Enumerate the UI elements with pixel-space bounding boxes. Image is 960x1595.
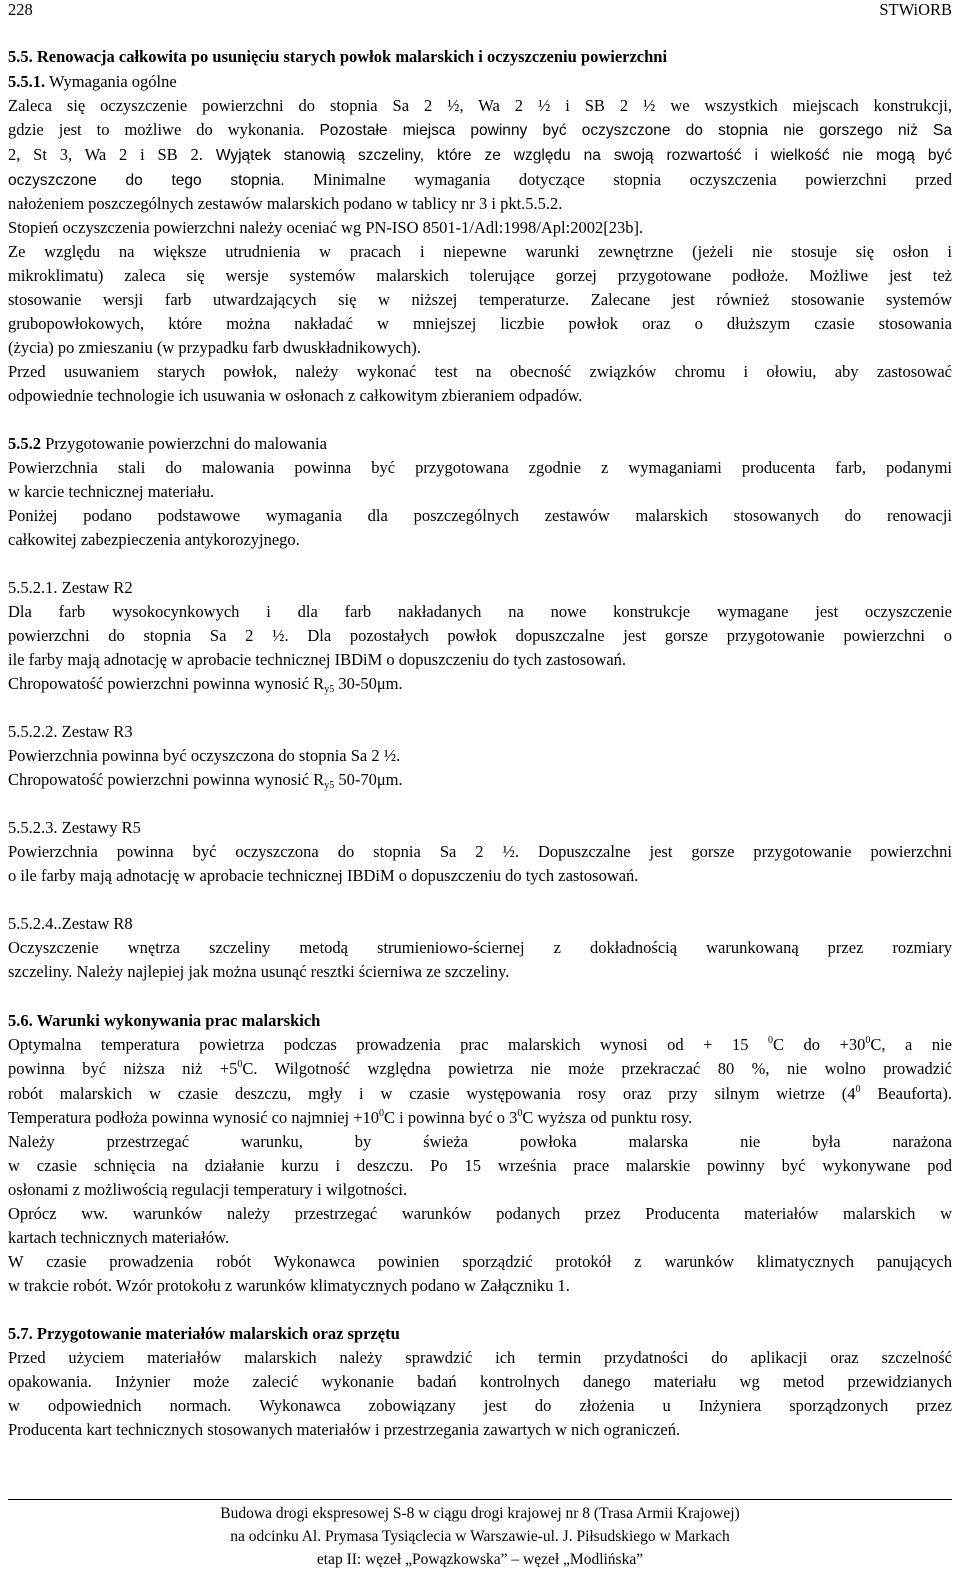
- paragraph-line: szczeliny. Należy najlepiej jak można usunąć resztki ściernіwa ze szczeliny.: [8, 962, 510, 981]
- text-span: C wyższa od punktu rosy.: [522, 1108, 693, 1127]
- text-span: C. Wilgotność względna powietrza nie może przekraczać 80 %, nie wolno prowadzić: [242, 1059, 952, 1078]
- paragraph-line: powierzchni do stopnia Sa 2 ½. Dla pozostałych powłok dopuszczalne jest gorsze przygotowanie powierzchni o: [8, 626, 952, 645]
- paragraph-line: w karcie technicznej materiału.: [8, 482, 215, 501]
- paragraph-line: w trakcie robót. Wzór protokołu z warunków klimatycznych podano w Załączniku 1.: [8, 1276, 570, 1295]
- paragraph-line: opakowania. Inżynier może zalecić wykonanie badań kontrolnych danego materiału wg metod przewidzianych: [8, 1372, 952, 1391]
- paragraph-line: [8, 1108, 952, 1128]
- subscript: y5: [324, 780, 335, 791]
- superscript: 0: [237, 1059, 243, 1070]
- page-header: [8, 0, 952, 20]
- paragraph-line: Powierzchnia stali do malowania powinna być przygotowana zgodnie z wymaganiami producenta farb, podanymi: [8, 458, 952, 477]
- footer-rule: [8, 1499, 952, 1500]
- roughness-line: [8, 674, 952, 694]
- text-span: C do +30: [773, 1035, 866, 1054]
- text-span: 2, St 3, Wa 2 i SB 2.: [8, 145, 203, 164]
- paragraph-line: Zaleca się oczyszczenie powierzchni do stopnia Sa 2 ½, Wa 2 ½ i SB 2 ½ we wszystkich miejscach konstrukcji,: [8, 96, 952, 115]
- text-span: Chropowatość powierzchni powinna wynosić R: [8, 674, 325, 693]
- paragraph-line: Dla farb wysokocynkowych i dla farb nakładanych na nowe konstrukcje wymagane jest oczyszczenie: [8, 602, 952, 621]
- set-r8-heading: 5.5.2.4..Zestaw R8: [8, 914, 133, 933]
- paragraph-line: W czasie prowadzenia robót Wykonawca powinien sporządzić protokół z warunków klimatycznych panujących: [8, 1252, 952, 1271]
- superscript: 0: [855, 1084, 861, 1095]
- paragraph-line: kartach technicznych materiałów.: [8, 1228, 230, 1247]
- subsection-title: Wymagania ogólne: [45, 72, 177, 91]
- text-span: Minimalne wymagania dotyczące stopnia oczyszczenia powierzchni przed: [284, 170, 952, 189]
- set-r5-heading: 5.5.2.3. Zestawy R5: [8, 818, 141, 837]
- roughness-line: [8, 770, 952, 790]
- paragraph-line: [8, 120, 952, 140]
- paragraph-line: Należy przestrzegać warunku, by świeża powłoka malarska nie była narażona: [8, 1132, 952, 1151]
- paragraph-line: Oczyszczenie wnętrza szczeliny metodą strumieniowo-ściernej z dokładnością warunkowaną przez rozmiary: [8, 938, 952, 957]
- paragraph-line: Powierzchnia powinna być oczyszczona do stopnia Sa 2 ½.: [8, 746, 401, 765]
- paragraph-line: o ile farby mają adnotację w aprobacie technicznej IBDiM o dopuszczeniu do tych zastosowań.: [8, 866, 639, 885]
- section-5-6-heading: 5.6. Warunki wykonywania prac malarskich: [8, 1011, 321, 1030]
- text-span: Beauforta).: [860, 1084, 953, 1103]
- superscript: 0: [768, 1035, 773, 1046]
- paragraph-line: stosowanie wersji farb utwardzających się w niższej temperaturze. Zalecane jest również stosowanie systemów: [8, 290, 952, 309]
- paragraph-line: Przed usuwaniem starych powłok, należy wykonać test na obecność związków chromu i ołowiu, aby zastosować: [8, 362, 952, 381]
- subsection-5-5-2-heading: [8, 434, 952, 454]
- paragraph-line: [8, 1084, 952, 1104]
- paragraph-line: Oprócz ww. warunków należy przestrzegać warunków podanych przez Producenta materiałów malarskich w: [8, 1204, 952, 1223]
- set-r2-heading: 5.5.2.1. Zestaw R2: [8, 578, 133, 597]
- text-span: Temperatura podłoża powinna wynosić co najmniej +10: [8, 1108, 380, 1127]
- text-span: Optymalna temperatura powietrza podczas prowadzenia prac malarskich wynosi od + 15: [8, 1035, 768, 1054]
- text-span: C i powinna być o 3: [384, 1108, 518, 1127]
- paragraph-line: ile farby mają adnotację w aprobacie technicznej IBDiM o dopuszczeniu do tych zastosowań.: [8, 650, 627, 669]
- footer-line: Budowa drogi ekspresowej S-8 w ciągu drogi krajowej nr 8 (Trasa Armii Krajowej): [220, 1505, 740, 1522]
- paragraph-line: Ze względu na większe utrudnienia w pracach i niepewne warunki zewnętrzne (jeżeli nie stosuje się osłon i: [8, 242, 952, 261]
- text-span: gdzie jest to możliwe do wykonania.: [8, 120, 305, 139]
- footer-line: na odcinku Al. Prymasa Tysiąclecia w Warszawie-ul. J. Piłsudskiego w Markach: [230, 1528, 730, 1545]
- subsection-number: 5.5.1.: [8, 72, 46, 91]
- paragraph-line: [8, 1035, 952, 1055]
- text-span: robót malarskich w czasie deszczu, mgły i w czasie występowania rosy oraz przy silnym wietrze (4: [8, 1084, 856, 1103]
- text-span: powinna być niższa niż +5: [8, 1059, 238, 1078]
- paragraph-line: Producenta kart technicznych stosowanych materiałów i przestrzegania zawartych w nich ograniczeń.: [8, 1420, 681, 1439]
- text-span: oczyszczone do tego stopnia.: [8, 172, 285, 189]
- paragraph-line: całkowitej zabezpieczenia antykorozyjnego.: [8, 530, 300, 549]
- paragraph-line: grubopowłokowych, które można nakładać w mniejszej liczbie powłok oraz o dłuższym czasie stosowania: [8, 314, 952, 333]
- footer-line: etap II: węzeł „Powązkowska” – węzeł „Modlińska”: [316, 1551, 644, 1568]
- paragraph-line: mikroklimatu) zaleca się wersje systemów malarskich tolerujące gorzej przygotowane podłoże. Możliwe jest też: [8, 266, 952, 285]
- set-r3-heading: 5.5.2.2. Zestaw R3: [8, 722, 133, 741]
- text-span: C, a nie: [870, 1035, 952, 1054]
- paragraph-line: w odpowiednich normach. Wykonawca zobowiązany jest do złożenia u Inżyniera sporządzonych przez: [8, 1396, 952, 1415]
- subsection-title: Przygotowanie powierzchni do malowania: [41, 434, 327, 453]
- section-5-5-heading: 5.5. Renowacja całkowita po usunięciu starych powłok malarskich i oczyszczeniu powierzchni: [8, 47, 668, 66]
- header-org: STWiORB: [879, 0, 952, 19]
- paragraph-line: Powierzchnia powinna być oczyszczona do stopnia Sa 2 ½. Dopuszczalne jest gorsze przygotowanie powierzchni: [8, 842, 952, 861]
- subsection-number: 5.5.2: [8, 434, 41, 453]
- paragraph-line: w czasie schnięcia na działanie kurzu i deszczu. Po 15 września prace malarskie powinny być wykonywane pod: [8, 1156, 952, 1175]
- paragraph-line: Przed użyciem materiałów malarskich należy sprawdzić ich termin przydatności do aplikacji oraz szczelność: [8, 1348, 952, 1367]
- paragraph-line: (życia) po zmieszaniu (w przypadku farb dwuskładnikowych).: [8, 338, 421, 357]
- subscript: y5: [324, 684, 335, 695]
- paragraph-line: nałożeniem poszczególnych zestawów malarskich podano w tablicy nr 3 i pkt.5.5.2.: [8, 194, 563, 213]
- text-span: 50-70μm.: [334, 770, 403, 789]
- text-span: 30-50μm.: [334, 674, 403, 693]
- paragraph-line: odpowiednie technologie ich usuwania w osłonach z całkowitym zbieraniem odpadów.: [8, 386, 583, 405]
- text-span: Chropowatość powierzchni powinna wynosić R: [8, 770, 325, 789]
- superscript: 0: [517, 1108, 523, 1119]
- paragraph-line: Poniżej podano podstawowe wymagania dla poszczególnych zestawów malarskich stosowanych do renowacji: [8, 506, 952, 525]
- paragraph-line: osłonami z możliwością regulacji temperatury i wilgotności.: [8, 1180, 408, 1199]
- superscript: 0: [379, 1108, 385, 1119]
- subsection-5-5-1-heading: [8, 72, 952, 92]
- paragraph-line: [8, 1059, 952, 1079]
- page-number: 228: [8, 0, 33, 19]
- paragraph-line: [8, 145, 952, 165]
- paragraph-line: [8, 170, 952, 190]
- superscript: 0: [865, 1035, 871, 1046]
- text-span: Pozostałe miejsca powinny być oczyszczone do stopnia nie gorszego niż Sa: [304, 122, 952, 139]
- section-5-7-heading: 5.7. Przygotowanie materiałów malarskich oraz sprzętu: [8, 1324, 400, 1343]
- paragraph-line: Stopień oczyszczenia powierzchni należy oceniać wg PN-ISO 8501-1/Adl:1998/Apl:2002[23b].: [8, 218, 644, 237]
- text-span: Wyjątek stanowią szczeliny, które ze względu na swoją rozwartość i wielkość nie mogą być: [202, 147, 952, 164]
